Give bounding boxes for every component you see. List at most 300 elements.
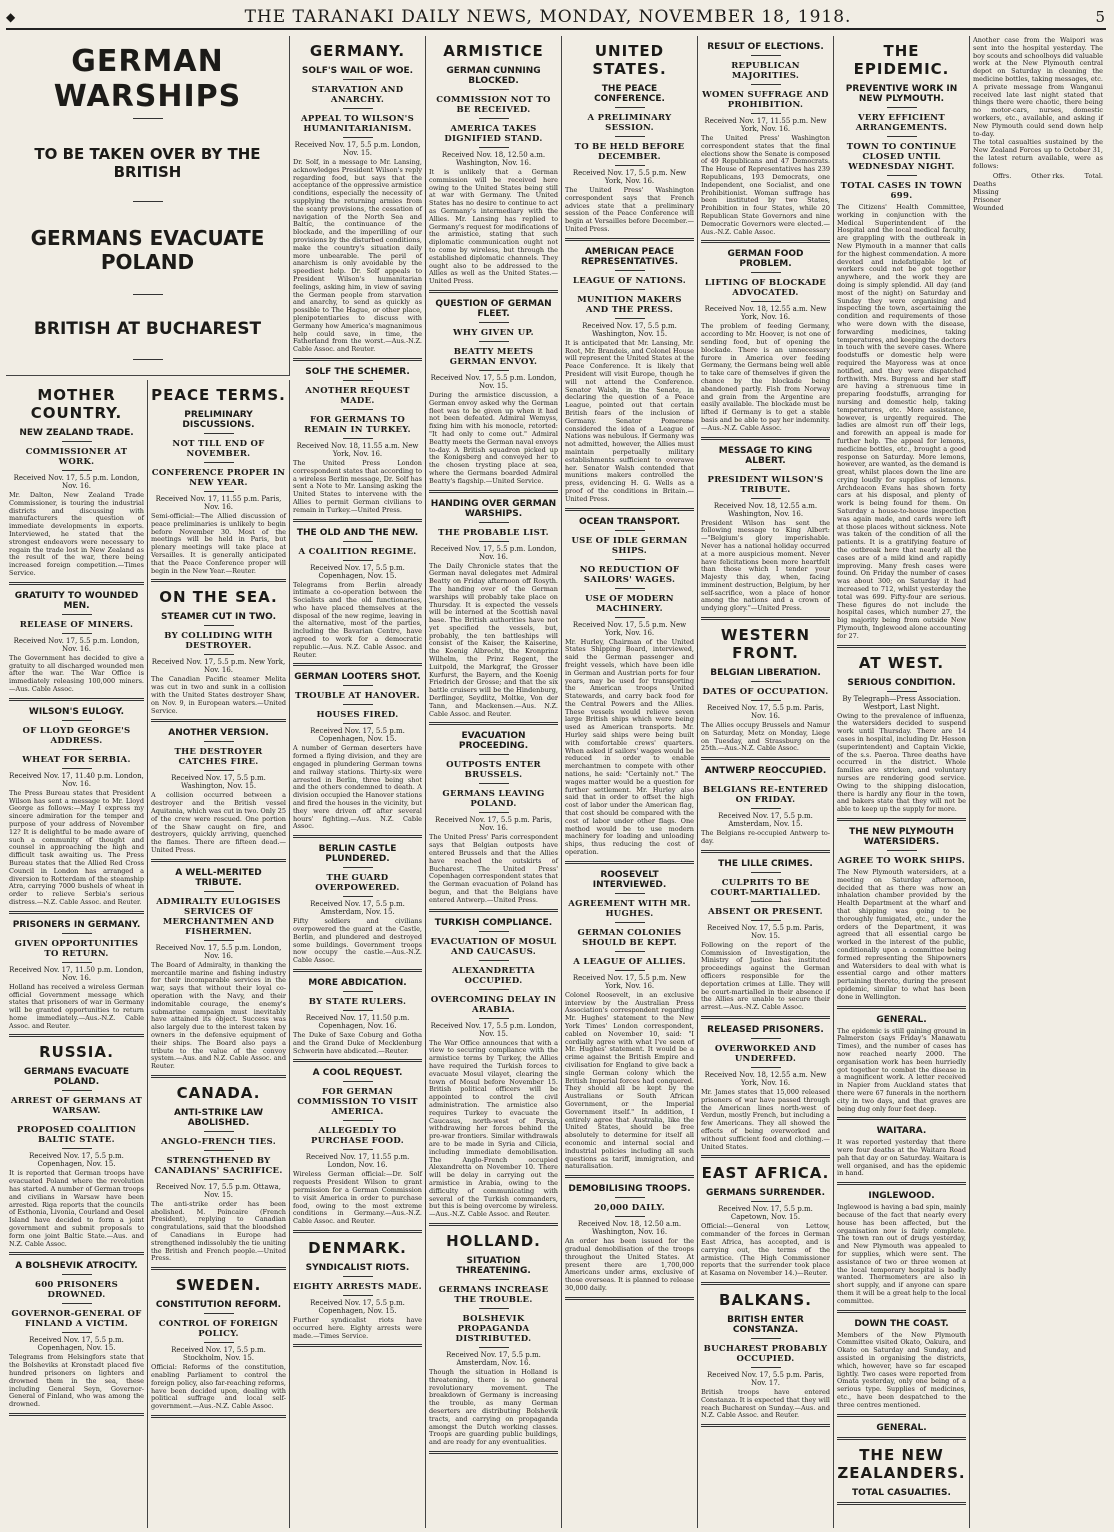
article-heading: THE OLD AND THE NEW.	[296, 527, 419, 538]
article-divider	[701, 1016, 830, 1019]
article-heading: EVACUATION PROCEEDING.	[458, 731, 529, 752]
article-divider	[151, 1267, 286, 1270]
article-subheading: FOR GERMANS TO REMAIN IN TURKEY.	[304, 414, 411, 435]
dateline: Received Nov. 17, 11.40 p.m. London, Nov. 16.	[9, 771, 144, 788]
article-heading: STEAMER CUT IN TWO.	[160, 612, 277, 623]
article-subheading: PRESIDENT WILSON'S TRIBUTE.	[707, 474, 824, 495]
article-body: Owing to the prevalence of influenza, the watersiders decided to suspend work until Thursday. There are 14 cases in hospital, including Dr. Hesson (superintendent) and Captain Vickie, of the s.s. Paeroa. Three deaths have occurred in the district. Whole families are stricken, and voluntary nurses are rendering good service. Owing to the shipping dislocation, there is hardly any flour in the town, and bakers state that they will not be able to keep up the supply for more.	[837, 711, 966, 814]
article-body: Inglewood is having a bad spin, mainly because of the fact that nearly every house has been affected, but the organisation now is fairly complete. The town ran out of drugs yesterday, and New Plymouth was appealed to for supplies, which were sent. The assistance of two or three women at the local temporary hospital is badly wanted. Thermometers are also in short supply, and if anyone can spare them it will be a great help to the local committee.	[837, 1203, 966, 1305]
article-divider	[701, 1155, 830, 1158]
rule	[62, 1332, 92, 1333]
article-body: During the armistice discussion, a German envoy asked why the German fleet was to be given up when it had not been defeated. Admiral Wemyss, fixing him with his monocle, retorted: "It had only to come out." Admiral Beatty meets the German naval envoys to-day. A British squadron picked up the Konigsberg and conveyed her to the chosen trysting place at sea, where the Germans boarded Admiral Beatty's flagship.—United Service.	[429, 390, 558, 485]
rule	[62, 1303, 92, 1304]
rule	[615, 922, 645, 923]
article-subheading: TROUBLE AT HANOVER.	[295, 691, 420, 702]
section-heading: THE NEW ZEALANDERS.	[837, 1445, 966, 1482]
article-divider	[151, 579, 286, 582]
rule	[479, 1347, 509, 1348]
dateline: Received Nov. 17, 5.5 p.m. Amsterdam, Nov. 16.	[446, 1350, 541, 1367]
article-subheading: BEATTY MEETS GERMAN ENVOY.	[449, 346, 538, 367]
casualty-row	[973, 188, 1103, 196]
dateline: Received Nov. 17, 5.5 p.m. Copenhagen, Nov. 15.	[310, 1298, 405, 1315]
article-divider	[9, 582, 144, 585]
rule	[62, 470, 92, 471]
article-heading: DOWN THE COAST.	[854, 1318, 949, 1329]
dateline: Received Nov. 17, 5.5 p.m. Paris, Nov. 17.	[707, 1370, 824, 1387]
article-divider	[837, 1182, 966, 1185]
casualty-header-cell: Other rks.	[1031, 171, 1065, 180]
article-subheading: FOR GERMAN COMMISSION TO VISIT AMERICA.	[297, 1087, 418, 1118]
rule	[751, 113, 781, 114]
article-heading: OCEAN TRANSPORT.	[578, 516, 681, 527]
article-body: President Wilson has sent the following message to King Albert:—"Belgium's glory imperishable. Never has a national holiday occurred at a more auspicious moment. Never have felicitations been more heartfelt than those which I tender your Majesty this day, when, facing imminent destruction, Belgium, by her self-sacrifice, won a place of honor among the nations and a crown of undying glory."—United Press.	[701, 518, 830, 613]
article-subheading: THE PROBABLE LIST.	[438, 527, 549, 538]
casualty-header	[973, 172, 1103, 180]
article-subheading: COMMISSIONER AT WORK.	[25, 447, 128, 467]
article-heading: GENERAL.	[876, 1422, 927, 1433]
article-body: The Canadian Pacific steamer Melita was cut in two and sunk in a collision with the United States destroyer Shaw, on Nov. 9, in European waters.—United Service.	[151, 675, 286, 715]
article-divider	[429, 909, 558, 912]
article-body: Mr. Hurley, Chairman of the United States Shipping Board, interviewed, said the German passenger and freight vessels, which have been idle in German and Austrian ports for four years, may be used for transporting the American troops United Statewards, and carry back food for the Central Powers and the Allies. These vessels would relieve seven large British ships which were being used as American transports. Mr. Hurley said ships were being built with comfortable crews' quarters. When asked if sailors' wages would be reduced in order to enable merchantmen to compete with other nations, he said: "Certainly not." The wages matter would be a question for further settlement. Mr. Hurley also said that in order to offset the high cost of labor under the American flag, that cost should be compared with the cost of labor under other flags. One method would be to use modern machinery for loading and unloading ships, thus reducing the cost of operation.	[565, 637, 694, 857]
rule	[343, 685, 373, 686]
article-subheading: ANOTHER REQUEST MADE.	[305, 385, 410, 406]
section-heading: DENMARK.	[308, 1238, 407, 1257]
article-body: It is unlikely that a German commission will be received here owing to the United States being still at war with Germany. The United States has no desire to continue to act as Germany's intermediary with the Allies. Mr. Lansing has replied to Germany's request for modifications of the armistice, stating that such diplomatic communication ought not to come by wireless, but through the established diplomatic channels. They ought also to be addressed to the Allies as well as the United States.—United Press.	[429, 168, 558, 286]
rule	[615, 289, 645, 290]
article-body: British troops have entered Constanza. It is expected that they will reach Bucharest on Sunday.—Aus. and N.Z. Cable Assoc. and Reuter.	[701, 1387, 830, 1420]
rule	[133, 294, 163, 295]
article-subheading: TOTAL CASES IN TOWN 699.	[840, 181, 963, 201]
dateline: Received Nov. 17, 5.5 p.m. Paris, Nov. 16.	[435, 816, 552, 833]
article-divider	[293, 663, 422, 666]
article-body: The Board of Admiralty, in thanking the mercantile marine and fishing industry for their incomparable services in the war, says that without their loyal co-operation with the Navy, and their indomitable courage, the enemy's submarine campaign must inevitably have attained its object. Success was also largely due to the interest taken by owners in the defensive equipment of their ships. The Board also pays a tribute to the value of the convoy system.—Aus. and N.Z. Cable Assoc. and Reuter.	[151, 960, 286, 1071]
rule	[133, 359, 163, 360]
casualty-table	[973, 172, 1103, 212]
rule	[133, 118, 163, 119]
rule	[343, 723, 373, 724]
article-heading: ANOTHER VERSION.	[168, 728, 269, 739]
article-heading: THE PEACE CONFERENCE.	[594, 84, 665, 104]
rule	[751, 872, 781, 873]
article-divider	[565, 508, 694, 511]
rule	[615, 136, 645, 137]
article-subheading: A LEAGUE OF ALLIES.	[573, 956, 686, 967]
article-subheading: APPEAL TO WILSON'S HUMANITARIANISM.	[300, 114, 415, 134]
dateline: Received Nov. 17, 5.5 p.m. London, Nov. 16.	[430, 544, 557, 561]
rule	[479, 118, 509, 119]
rule	[62, 1119, 92, 1120]
rule	[751, 1338, 781, 1339]
article-heading: TOTAL CASUALTIES.	[852, 1487, 951, 1498]
article-subheading: ALEXANDRETTA OCCUPIED.	[452, 965, 535, 986]
dateline: Received Nov. 17, 5.5 p.m. London, Nov. 15.	[430, 1021, 557, 1038]
article-heading: SOLF'S WAIL OF WOE.	[301, 66, 414, 76]
rule	[62, 1274, 92, 1275]
rule	[887, 850, 917, 851]
article-subheading: LEAGUE OF NATIONS.	[572, 275, 687, 286]
dateline: Received Nov. 17, 5.5 p.m. New York, Nov. 16.	[572, 973, 687, 990]
article-divider	[293, 1230, 422, 1233]
rule	[751, 469, 781, 470]
rule	[479, 812, 509, 813]
article-divider	[701, 757, 830, 760]
article-divider	[9, 1413, 144, 1416]
dateline: Received Nov. 17, 11.55 p.m. Paris, Nov. 16.	[155, 495, 282, 511]
article-divider	[837, 1006, 966, 1009]
rule	[615, 270, 645, 271]
dateline: Received Nov. 17, 5.5 p.m. Copenhagen, Nov. 15.	[310, 563, 405, 580]
article-divider	[837, 1502, 966, 1505]
dateline: Received Nov. 17, 11.50 p.m. Copenhagen, Nov. 16.	[305, 1014, 410, 1031]
article-divider	[293, 1344, 422, 1347]
section-heading: ARMISTICE	[443, 42, 544, 60]
dateline: Received Nov. 18, 12.50 a.m. Washington, Nov. 16.	[577, 1220, 682, 1237]
section-heading: SWEDEN.	[175, 1276, 262, 1295]
rule	[62, 720, 92, 721]
dateline: Received Nov. 17, 5.5 p.m. Amsterdam, Nov. 15.	[718, 812, 813, 829]
columns	[6, 36, 1106, 1528]
article-subheading: A PRELIMINARY SESSION.	[587, 113, 672, 133]
rule	[479, 1279, 509, 1280]
article-body: The anti-strike order has been abolished. M. Poincaire (French President), replying to Canadian congratulations, said that the bloodshed of Canadians in Europe had strengthened indissolubly the tie uniting the British and French people.—United Press.	[151, 1199, 286, 1263]
rule	[204, 940, 234, 941]
section-heading: RUSSIA.	[39, 1043, 114, 1062]
dateline: Received Nov. 17, 5.5 p.m. Capetown, Nov. 15.	[718, 1205, 813, 1222]
rule	[204, 741, 234, 742]
rule	[204, 654, 234, 655]
article-divider	[837, 645, 966, 648]
headline-2: TO BE TAKEN OVER BY THE BRITISH	[34, 145, 261, 181]
article-divider	[9, 911, 144, 914]
dateline: Received Nov. 17, 5.5 p.m. Washington, Nov. 15.	[171, 774, 266, 791]
rule	[887, 107, 917, 108]
dateline: Received Nov. 17, 5.5 p.m. Paris, Nov. 15.	[707, 923, 824, 940]
article-divider	[565, 1297, 694, 1300]
article-body: The Government has decided to give a gratuity to all discharged wounded men after the war. The War Office is immediately releasing 100,000 miners.—Aus. Cable Assoc.	[9, 653, 144, 693]
article-subheading: TO BE HELD BEFORE DECEMBER.	[574, 142, 685, 162]
rule	[343, 991, 373, 992]
article-divider	[701, 1282, 830, 1285]
article-heading: DEMOBILISING TROOPS.	[568, 1184, 691, 1195]
rule	[479, 370, 509, 371]
article-body: The War Office announces that with a view to securing compliance with the armistice terms by Turkey, the Allies have required the Turkish forces to evacuate Mosul vilayet, clearing the town of Mosul before November 15. British political officers will be appointed to control the civil administration. The armistice also requires Turkey to evacuate the Caucasus, north-west of Persia, withdrawing her forces behind the pre-war frontiers. Similar withdrawals are to be made in Syria and Cilicia, including immediate demobilisation. The Anglo-French occupied Alexandretta on November 10. There will be delay in carrying out the armistice in Arabia, owing to the difficulty of communicating with several of the Turkish commanders, but this is being overcome by wireless.—Aus.-N.Z. Cable Assoc. and Reuter.	[429, 1038, 558, 1219]
article-heading: WAITARA.	[876, 1126, 927, 1137]
article-divider	[837, 1117, 966, 1120]
article-divider	[293, 519, 422, 522]
article-divider	[151, 719, 286, 722]
article-heading: THE LILLE CRIMES.	[718, 858, 813, 869]
rule	[343, 541, 373, 542]
article-heading: GERMANS SURRENDER.	[706, 1188, 825, 1199]
rule	[615, 588, 645, 589]
rule	[751, 55, 781, 56]
rule	[479, 1018, 509, 1019]
article-subheading: GOVERNOR-GENERAL OF FINLAND A VICTIM.	[11, 1309, 142, 1330]
article-subheading: HOUSES FIRED.	[316, 710, 399, 721]
rule	[204, 1179, 234, 1180]
article-subheading: 20,000 DAILY.	[594, 1203, 665, 1214]
casualty-cell: Prisoner	[973, 195, 1001, 204]
article-heading: PREVENTIVE WORK IN NEW PLYMOUTH.	[845, 84, 958, 104]
dateline: Received Nov. 17, 5.5 p.m. Stockholm, Nov. 15.	[171, 1346, 266, 1363]
article-subheading: DATES OF OCCUPATION.	[702, 687, 829, 698]
rule	[751, 1367, 781, 1368]
rule	[615, 530, 645, 531]
article-body: Semi-official:—The Allied discussion of peace preliminaries is unlikely to begin before November 30. Most of the meetings will be held in Paris, but plenary meetings will take place at Versailles. It is generally anticipated that the Peace Conference proper will begin in the New Year.—Reuter.	[151, 512, 286, 575]
casualty-row	[973, 180, 1103, 188]
rule	[343, 560, 373, 561]
article-subheading: BELGIANS RE-ENTERED ON FRIDAY.	[702, 785, 829, 806]
rule	[751, 272, 781, 273]
section-heading: GERMANY.	[309, 42, 406, 60]
rule	[343, 438, 373, 439]
dateline: Received Nov. 17, 11.55 p.m. London, Nov. 16.	[305, 1153, 410, 1170]
dateline: Received Nov. 17, 5.5 p.m. Ottawa, Nov. 15.	[156, 1182, 281, 1199]
article-body: The United Press London correspondent states that according to a wireless Berlin message, Dr. Solf has sent a Note to Mr. Lansing asking the United States to intervene with the Allies to permit German civilians to remain in Turkey.—United Press.	[293, 458, 422, 514]
rule	[343, 108, 373, 109]
article-heading: GERMAN CUNNING BLOCKED.	[446, 66, 541, 86]
article-divider	[837, 1414, 966, 1417]
rule	[62, 1148, 92, 1149]
column-mother-country	[6, 380, 148, 1528]
dateline: Received Nov. 17, 5.5 p.m. Copenhagen, Nov. 15.	[310, 727, 405, 744]
rule	[343, 380, 373, 381]
article-body: Members of the New Plymouth Committee visited Okato, Oakura, and Okato on Saturday and Sunday, and assisted in organising the districts, which, however, have so far escaped lightly. Two cases were reported from Omata yesterday, only one being of a serious type. Supplies of medicines, etc., have been despatched to the three centres mentioned.	[837, 1330, 966, 1409]
dateline: Received Nov. 17, 5.5 p.m. Amsterdam, Nov. 15.	[310, 900, 405, 917]
article-body: The epidemic is still gaining ground in Palmerston (says Friday's Manawatu Times), and the number of cases has now reached nearly 2000. The organisation work has been hurriedly got together to combat the disease in a magnificent work. A letter received in Napier from Auckland states that there were 67 funerals in the northern city in two days, and that graves are being dug only four feet deep.	[837, 1026, 966, 1113]
article-subheading: ALLEGEDLY TO PURCHASE FOOD.	[311, 1126, 404, 1147]
article-subheading: ARREST OF GERMANS AT WARSAW.	[10, 1096, 143, 1117]
column-united-states	[562, 36, 698, 1528]
rule	[887, 136, 917, 137]
rule	[133, 201, 163, 202]
section-heading: PEACE TERMS.	[151, 386, 286, 404]
rule	[751, 808, 781, 809]
rule	[62, 1090, 92, 1091]
article-body: Mr. James states that 15,000 released prisoners of war have passed through the American lines north-west of Verdun, mostly French, but including a few Americans. They all showed the effects of being overworked and without sufficient food and clothing.—United States.	[701, 1088, 830, 1151]
section-heading: AT WEST.	[858, 653, 945, 672]
article-subheading: GERMAN COLONIES SHOULD BE KEPT.	[577, 927, 682, 948]
rule	[204, 1313, 234, 1314]
article-subheading: ADMIRALTY EULOGISES SERVICES OF MERCHANTMEN AND FISHERMEN.	[156, 896, 281, 937]
article-heading: THE NEW PLYMOUTH WATERSIDERS.	[849, 826, 954, 847]
article-body: Holland has received a wireless German official Government message which states that prisoners of war in Germany will be granted opportunities to return home immediately.—Aus.-N.Z. Cable Assoc. and Reuter.	[9, 982, 144, 1030]
article-subheading: PROPOSED COALITION BALTIC STATE.	[16, 1125, 137, 1146]
article-subheading: A COALITION REGIME.	[298, 546, 417, 557]
article-divider	[565, 238, 694, 241]
column-results-western-front	[698, 36, 834, 1528]
article-heading: BRITISH ENTER CONSTANZA.	[727, 1314, 804, 1335]
article-body: A collision occurred between a destroyer and the British vessel Aquitania, which was cut in two. Only 25 of the crew were rescued. One portion of the Shaw caught on fire, and destroyers, quickly arriving, quenched the flames. There are fifteen dead.—United Press.	[151, 791, 286, 854]
rule	[343, 1081, 373, 1082]
column-armistice	[426, 36, 562, 1528]
article-divider	[9, 1034, 144, 1037]
rule	[479, 541, 509, 542]
article-heading: GERMANS EVACUATE POLAND.	[23, 1067, 130, 1088]
rule	[887, 691, 917, 692]
rule	[343, 137, 373, 138]
article-subheading: CONFERENCE PROPER IN NEW YEAR.	[151, 468, 286, 488]
column-peace-terms	[148, 380, 290, 1528]
article-subheading: GERMANS LEAVING POLAND.	[442, 789, 545, 810]
rule	[615, 1216, 645, 1217]
dateline: Received Nov. 17, 11.55 p.m. New York, Nov. 16.	[704, 117, 827, 133]
article-body: Dr. Solf, in a message to Mr. Lansing, acknowledges President Wilson's reply regarding food, but says that the acceptance of the oppressive armistice conditions, especially the necessity of supplying the returning armies from the scanty provisions, the cessation of navigation of the North Sea and Baltic, the continuance of the blockade, and the imperilling of our provisions by the disturbed conditions, make the country's situation daily more unbearable. The peril of anarchism is only avoidable by the speediest help. Dr. Solf appeals to President Wilson's humanitarian feelings, asking him, in view of saving the German people from starvation and anarchy, to send as quickly as possible to The Hague, or other place, plenipotentiaries to discuss with Germany how America's magnanimous help could save, in time, the Fatherland from the worst.—Aus.-N.Z. Cable Assoc. and Reuter.	[293, 158, 422, 354]
rule	[204, 1150, 234, 1151]
dateline: Received Nov. 17, 5.5 p.m. New York, Nov. 16.	[151, 658, 286, 675]
section-heading: EAST AFRICA.	[701, 1164, 830, 1183]
article-body: The Belgians re-occupied Antwerp to-day.	[701, 829, 830, 846]
masthead-title: THE TARANAKI DAILY NEWS, MONDAY, NOVEMBER 18, 1918.	[244, 7, 852, 27]
article-body: Following on the report of the Commission of Investigation, the Ministry of Justice has instituted proceedings against the German officers responsible for the deportation crimes at Lille. They will be court-martialled in their absence if the Allies are unable to secure their arrest.—Aus.-N.Z. Cable Assoc.	[701, 940, 830, 1012]
article-body: The problem of feeding Germany, according to Mr. Hoover, is not one of sending food, but of opening the blockade. There is an unnecessary furore in America over feeding Germany, the Germans being well able to take care of themselves if given the chance by the blockade being abandoned partly. Fish from Norway and grain from the Argentine are easily available. The blockade must be lifted if Germany is to get a stable basis and be able to pay her indemnity.—Aus.-N.Z. Cable Assoc.	[701, 322, 831, 432]
article-body: Mr. Dalton, New Zealand Trade Commissioner, is touring the industrial districts and discussing with manufacturers the question of immediate developments in exports. Interviewed, he stated that the strongest endeavors were necessary to regain the trade lost in New Zealand as the result of the war, there being increased foreign competition.—Times Service.	[9, 491, 144, 577]
article-divider	[701, 240, 830, 243]
article-body: Telegrams from Helsingfors state that the Bolsheviks at Kronstadt placed five hundred prisoners on lighters and drowned them in the sea, these including General Seyn, Governor-General of Finland, who was among the drowned.	[9, 1353, 144, 1409]
rule	[751, 700, 781, 701]
article-subheading: WOMEN SUFFRAGE AND PROHIBITION.	[702, 90, 829, 110]
rule	[343, 704, 373, 705]
article-divider	[837, 1310, 966, 1313]
article-divider	[701, 1424, 830, 1427]
article-heading: AMERICAN PEACE REPRESENTATIVES.	[580, 246, 679, 267]
dateline: Received Nov. 17, 5.5 p.m. Copenhagen, Nov. 15.	[29, 1152, 124, 1169]
rule	[343, 1276, 373, 1277]
dateline: Received Nov. 17, 5.5 p.m. Washington, Nov. 15.	[582, 321, 677, 338]
article-subheading: WHY GIVEN UP.	[453, 327, 534, 338]
article-subheading: OVERWORKED AND UNDERFED.	[714, 1044, 817, 1065]
rule	[751, 498, 781, 499]
rule	[615, 165, 645, 166]
rule	[479, 960, 509, 961]
article-body: A number of German deserters have formed a flying division, and they are engaged in plundering German towns and railway stations. Thirty-six were arrested in Berlin, three being shot and the others condemned to death. A division occupied the Hanover stations and fired the houses in the vicinity, but they were driven off after several hours' fighting.—Aus. N.Z. Cable Assoc.	[293, 744, 422, 831]
article-heading: TURKISH COMPLIANCE.	[434, 917, 553, 928]
rule	[615, 1197, 645, 1198]
article-body: Fifty soldiers and civilians overpowered the guard at the Castle, Berlin, and plundered and destroyed some buildings. Government troops now occupy the castle.—Aus.-N.Z. Cable Assoc.	[293, 917, 422, 965]
article-subheading: WHEAT FOR SERBIA.	[22, 754, 131, 765]
section-heading: BALKANS.	[719, 1290, 812, 1309]
rule	[204, 1342, 234, 1343]
rule	[62, 633, 92, 634]
rule	[62, 749, 92, 750]
dateline: Received Nov. 17, 5.5 p.m. Copenhagen, Nov. 15.	[29, 1336, 124, 1353]
rule	[204, 891, 234, 892]
rule	[204, 491, 234, 492]
article-body: Colonel Roosevelt, in an exclusive interview by the Australian Press Association's correspondent regarding Mr. Hughes' statement to the New York Times' London correspondent, cabled on November 10, said: "I cordially agree with what I've seen of Mr. Hughes' statement. It would be a crime against the British Empire and civilisation for England to give back a single German colony which the British Imperial forces had conquered. They should all be kept by the Australians or South African Government, or the Imperial Government itself." In addition, I entirely agree that Australia, like the United States, should be free absolutely to determine for itself all economic and internal social and industrial policies including all such questions as tariff, immigration, and naturalisation.	[565, 990, 694, 1171]
rule	[343, 1120, 373, 1121]
section-heading: ON THE SEA.	[159, 588, 278, 607]
article-body: The United Press' Paris correspondent says that Belgian outposts have entered Brussels and that the Allies have reached the outskirts of Bucharest. The United Press' Copenhagen correspondent states that the German evacuation of Poland has begun, and that the Belgians have entered Antwerp.—United Press.	[429, 833, 558, 904]
casualty-row	[973, 204, 1103, 212]
article-body: Further syndicalist riots have occurred here. Eighty arrests were made.—Times Service.	[293, 1315, 422, 1340]
rule	[615, 951, 645, 952]
article-divider	[293, 835, 422, 838]
casualty-header-cell: Total.	[1084, 171, 1103, 180]
article-subheading: EIGHTY ARRESTS MADE.	[293, 1281, 422, 1292]
headline-3: GERMANS EVACUATE POLAND	[30, 226, 265, 274]
article-heading: ANTI-STRIKE LAW ABOLISHED.	[173, 1107, 264, 1128]
article-body: The United Press' Washington correspondent says that French advices state that a preliminary session of the Peace Conference will begin at Versailles before December.—United Press.	[565, 186, 694, 233]
article-subheading: BOLSHEVIK PROPAGANDA DISTRIBUTED.	[455, 1313, 532, 1344]
article-divider	[701, 850, 830, 853]
article-subheading: AMERICA TAKES DIGNIFIED STAND.	[444, 124, 543, 144]
article-subheading: AGREEMENT WITH MR. HUGHES.	[568, 898, 691, 919]
article-subheading: STRENGTHENED BY CANADIANS' SACRIFICE.	[154, 1155, 283, 1176]
article-heading: GERMAN FOOD PROBLEM.	[727, 249, 804, 270]
rule	[479, 322, 509, 323]
article-subheading: OF LLOYD GEORGE'S ADDRESS.	[22, 725, 131, 746]
article-body: An order has been issued for the gradual demobilisation of the troops throughout the United States. At present there are 1,700,000 Americans under arms, exclusive of those overseas. It is planned to release 30,000 daily.	[565, 1237, 694, 1292]
article-subheading: NOT TILL END OF NOVEMBER.	[172, 439, 265, 459]
article-heading: SOLF THE SCHEMER.	[305, 366, 410, 377]
rule	[615, 617, 645, 618]
article-body: It is reported that German troops have evacuated Poland where the revolution has started. A number of German troops and civilians in Warsaw have been arrested. Riga reports that the councils of Esthonia, Livonia, Courland and Oesel Island have decided to form a joint government and submit proposals to form one joint Baltic State.—Aus. and N.Z. Cable Assoc.	[9, 1169, 144, 1248]
rule	[615, 318, 645, 319]
article-body: The total casualties sustained by the New Zealand Forces up to October 31, the latest return available, were as follows:	[973, 138, 1103, 170]
article-divider	[429, 1223, 558, 1226]
casualty-cell: Deaths	[973, 179, 997, 188]
rule	[751, 901, 781, 902]
article-heading: NEW ZEALAND TRADE.	[19, 428, 134, 438]
article-body: The United Press' Washington correspondent states that the final elections show the Senate is composed of 49 Republicans and 47 Democrats. The House of Representatives has 239 Republicans, 193 Democrats, one Independent, one Socialist, and one Prohibitionist. Woman suffrage has been instituted by two States, Prohibition in four States, while 20 Republican State Governors and nine Democratic Governors were elected.—Aus.-N.Z. Cable Assoc.	[701, 134, 830, 236]
article-body: Though the situation in Holland is threatening, there is no general revolutionary movement. The breakdown of Germany is increasing the trouble, as many German deserters are distributing Bolshevik tracts, and carrying on propaganda amongst the Dutch working classes. Troops are guarding public buildings, and are ready for any eventualities.	[429, 1367, 558, 1447]
dateline: Received Nov. 17, 5.5 p.m. London, Nov. 16.	[13, 474, 140, 490]
rule	[343, 79, 373, 80]
rule	[343, 867, 373, 868]
article-subheading: TOWN TO CONTINUE CLOSED UNTIL WEDNESDAY NIGHT.	[846, 142, 957, 172]
article-divider	[9, 1252, 144, 1255]
article-divider	[837, 818, 966, 821]
article-divider	[565, 861, 694, 864]
rule	[751, 301, 781, 302]
article-subheading: BY COLLIDING WITH DESTROYER.	[164, 631, 273, 652]
dateline: Received Nov. 18, 11.55 a.m. New York, Nov. 16.	[296, 441, 419, 458]
rule	[479, 754, 509, 755]
article-subheading: USE OF MODERN MACHINERY.	[585, 593, 674, 614]
rule	[204, 625, 234, 626]
dateline: Received Nov. 18, 12.55 a.m. New York, Nov. 16.	[704, 305, 827, 322]
rule	[615, 559, 645, 560]
casualty-row	[973, 196, 1103, 204]
article-heading: A COOL REQUEST.	[312, 1068, 403, 1079]
article-body: The Press Bureau states that President Wilson has sent a message to Mr. Lloyd George as follows:—May I express my sincere admiration for the temper and purpose of your address of November 12? It is delightful to be made aware of such a community of thought and counsel in approaching the high and difficult task awaiting us. The Press Bureau states that the Allied Red Cross Council in London has arranged a diversion to Rotterdam of the steamship Atra, carrying 7000 bushels of wheat in order to relieve Serbia's serious distress.—N.Z. Cable Assoc. and Reuter.	[9, 788, 144, 906]
article-heading: A BOLSHEVIK ATROCITY.	[15, 1261, 138, 1272]
article-heading: GRATUITY TO WOUNDED MEN.	[14, 590, 139, 611]
rule	[751, 779, 781, 780]
article-divider	[9, 698, 144, 701]
dateline: Received Nov. 17, 5.5 p.m. London, Nov. 15.	[294, 141, 421, 157]
article-divider	[565, 1175, 694, 1178]
article-heading: CONSTITUTION REFORM.	[155, 1300, 282, 1311]
dateline: Received Nov. 17, 11.50 p.m. London, Nov. 16.	[9, 965, 144, 982]
rule	[479, 1308, 509, 1309]
article-heading: QUESTION OF GERMAN FLEET.	[435, 298, 552, 319]
article-subheading: USE OF IDLE GERMAN SHIPS.	[571, 535, 688, 556]
article-body: Wireless German official:—Dr. Solf requests President Wilson to grant permission for a German Commission to visit America in order to purchase food, owing to the most extreme conditions in Germany.—Aus.-N.Z. Cable Assoc. and Reuter.	[293, 1170, 422, 1226]
article-heading: SERIOUS CONDITION.	[847, 677, 956, 688]
article-divider	[293, 969, 422, 972]
article-divider	[429, 1451, 558, 1454]
masthead	[6, 6, 1106, 30]
section-heading: THE EPIDEMIC.	[853, 42, 950, 78]
rule	[62, 768, 92, 769]
rule	[751, 920, 781, 921]
section-heading: WESTERN FRONT.	[720, 626, 811, 663]
rule	[479, 147, 509, 148]
article-heading: WILSON'S EULOGY.	[28, 706, 125, 717]
rule	[479, 89, 509, 90]
article-heading: MESSAGE TO KING ALBERT.	[718, 445, 813, 466]
